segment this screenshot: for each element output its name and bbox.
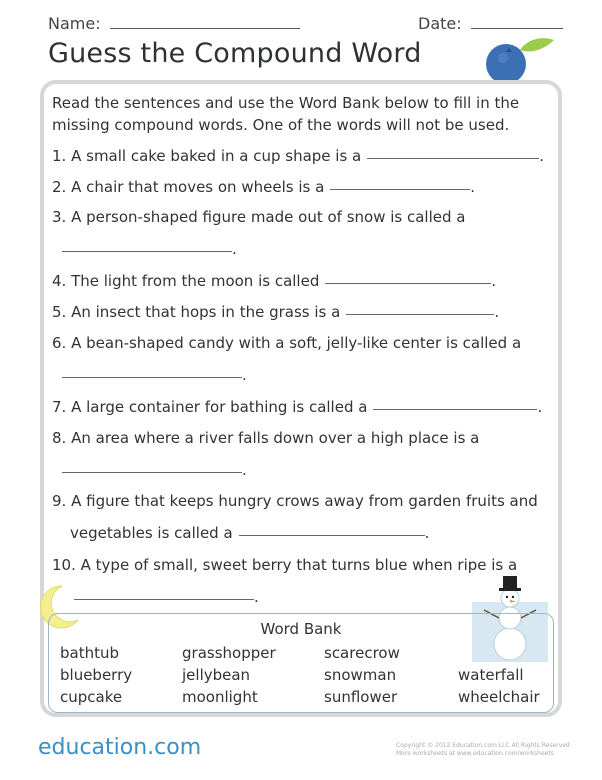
answer-blank[interactable]	[325, 283, 491, 284]
logo-text: education.com	[38, 735, 202, 760]
question-9: 9. A figure that keeps hungry crows away from garden fruits and	[52, 492, 538, 510]
page-title: Guess the Compound Word	[48, 38, 422, 69]
question-6-line2: .	[62, 366, 247, 384]
answer-blank[interactable]	[62, 251, 232, 252]
answer-blank[interactable]	[330, 189, 470, 190]
instructions: Read the sentences and use the Word Bank below to fill in the missing compound words. One of the words will not be used.	[52, 94, 520, 134]
name-label: Name:	[48, 14, 101, 33]
question-2: 2. A chair that moves on wheels is a .	[52, 178, 476, 196]
answer-blank[interactable]	[239, 535, 425, 536]
name-line	[110, 27, 300, 29]
question-1: 1. A small cake baked in a cup shape is a .	[52, 147, 545, 165]
question-7: 7. A large container for bathing is called a .	[52, 398, 543, 416]
question-10-line2: .	[74, 588, 259, 606]
question-3-line2: .	[62, 240, 237, 258]
question-3: 3. A person-shaped figure made out of snow is called a	[52, 208, 466, 226]
word-waterfall: waterfall	[458, 666, 524, 684]
word-scarecrow: scarecrow	[324, 644, 400, 662]
word-sunflower: sunflower	[324, 688, 398, 706]
word-wheelchair: wheelchair	[458, 688, 540, 706]
answer-blank[interactable]	[367, 158, 539, 159]
answer-blank[interactable]	[62, 377, 242, 378]
word-snowman: snowman	[324, 666, 397, 684]
question-4: 4. The light from the moon is called .	[52, 272, 497, 290]
question-10: 10. A type of small, sweet berry that turns blue when ripe is a	[52, 556, 518, 574]
question-6: 6. A bean-shaped candy with a soft, jelly-like center is called a	[52, 334, 522, 352]
word-grasshopper: grasshopper	[182, 644, 276, 662]
education-logo[interactable]	[38, 735, 201, 760]
word-bank-title: Word Bank	[260, 620, 342, 638]
word-blueberry: blueberry	[60, 666, 133, 684]
answer-blank[interactable]	[346, 314, 494, 315]
word-bathtub: bathtub	[60, 644, 120, 662]
question-5: 5. An insect that hops in the grass is a .	[52, 303, 500, 321]
date-line	[471, 27, 563, 29]
question-8: 8. An area where a river falls down over a high place is a	[52, 429, 480, 447]
answer-blank[interactable]	[373, 409, 537, 410]
question-9-line2: vegetables is called a .	[70, 524, 430, 542]
answer-blank[interactable]	[62, 472, 242, 473]
word-jellybean: jellybean	[182, 666, 251, 684]
word-moonlight: moonlight	[182, 688, 258, 706]
date-label: Date:	[418, 14, 462, 33]
answer-blank[interactable]	[74, 599, 254, 600]
date-field[interactable]	[418, 14, 563, 33]
word-cupcake: cupcake	[60, 688, 123, 706]
name-field[interactable]	[48, 14, 300, 33]
copyright-text: Copyright © 2012 Education.com LLC All Rights Reserved More worksheets at www.education.com/worksheets	[396, 742, 570, 757]
question-8-line2: .	[62, 461, 247, 479]
